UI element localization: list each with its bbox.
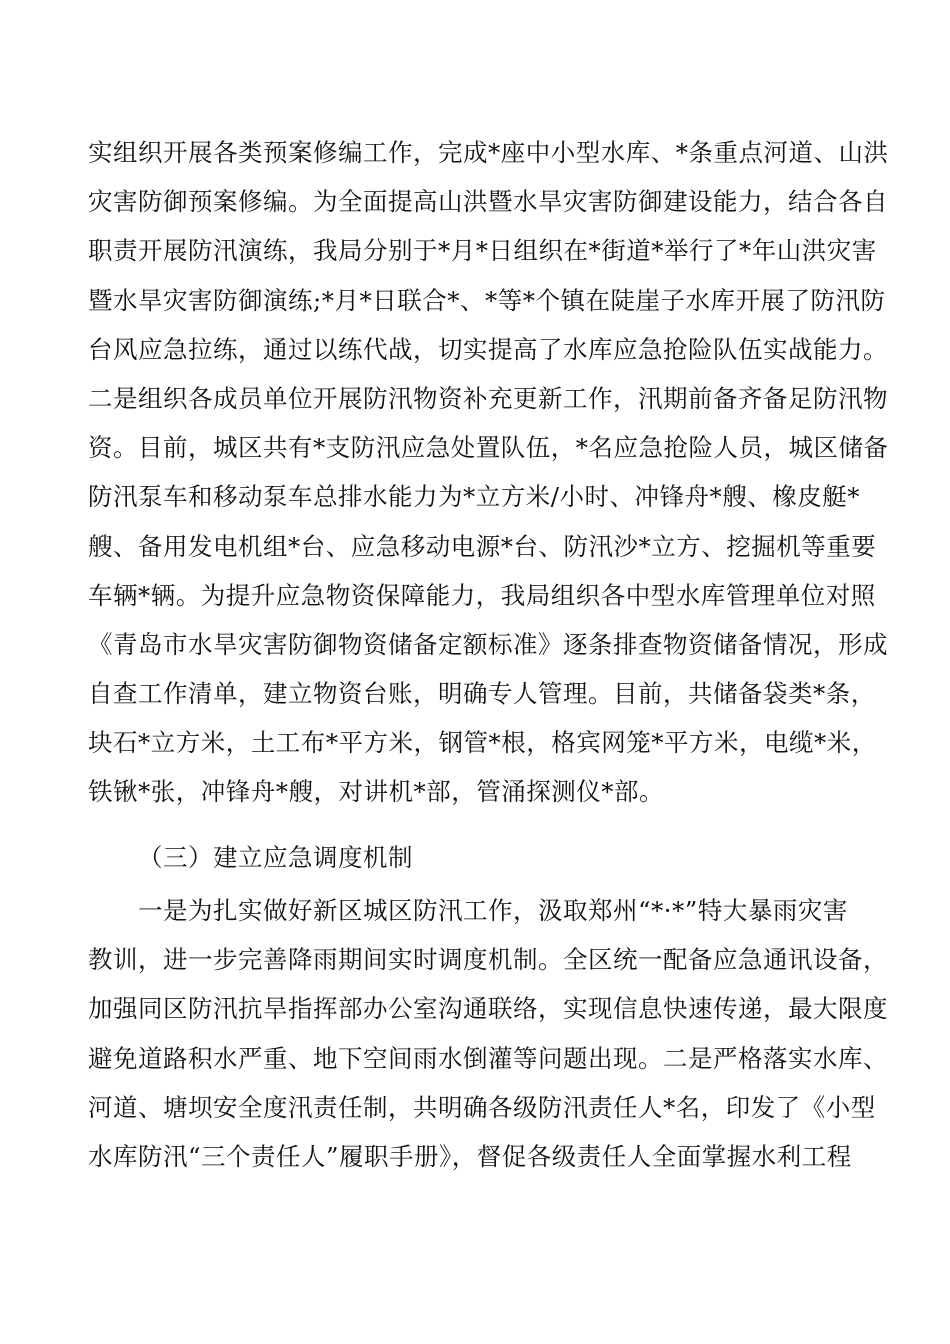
text-line: 暨水旱灾害防御演练;*月*日联合*、*等*个镇在陡崖子水库开展了防汛防 (88, 285, 886, 315)
text-line: 二是组织各成员单位开展防汛物资补充更新工作，汛期前备齐备足防汛物 (88, 383, 888, 413)
text-line: 艘、备用发电机组*台、应急移动电源*台、防汛沙*立方、挖掘机等重要 (88, 531, 877, 561)
paragraph-materials-and-drills (88, 128, 889, 817)
text-line: 水库防汛“三个责任人”履职手册》，督促各级责任人全面掌握水利工程 (88, 1141, 852, 1171)
text-line: 防汛泵车和移动泵车总排水能力为*立方米/小时、冲锋舟*艘、橡皮艇* (88, 482, 861, 512)
text-line: 河道、塘坝安全度汛责任制，共明确各级防汛责任人*名，印发了《小型 (88, 1092, 876, 1122)
text-line: 职责开展防汛演练，我局分别于*月*日组织在*街道*举行了*年山洪灾害 (88, 236, 877, 266)
text-line: 教训，进一步完善降雨期间实时调度机制。全区统一配备应急通讯设备， (88, 945, 888, 975)
text-line: 灾害防御预案修编。为全面提高山洪暨水旱灾害防御建设能力，结合各自 (88, 187, 888, 217)
text-line: 车辆*辆。为提升应急物资保障能力，我局组织各中型水库管理单位对照 (88, 580, 876, 610)
text-line: 自查工作清单，建立物资台账，明确专人管理。目前，共储备袋类*条， (88, 679, 876, 709)
text-line: 避免道路积水严重、地下空间雨水倒灌等问题出现。二是严格落实水库、 (88, 1043, 888, 1073)
text-line: 铁锹*张，冲锋舟*艘，对讲机*部，管涌探测仪*部。 (88, 777, 664, 807)
text-line: 加强同区防汛抗旱指挥部办公室沟通联络，实现信息快速传递，最大限度 (88, 994, 888, 1024)
paragraph-dispatch-mechanism (88, 886, 888, 1181)
text-line: 一是为扎实做好新区城区防汛工作，汲取郑州“*·*”特大暴雨灾害 (138, 896, 848, 925)
section-heading: （三）建立应急调度机制 (138, 843, 413, 872)
text-line: 《青岛市水旱灾害防御物资储备定额标准》逐条排查物资储备情况，形成 (88, 629, 888, 659)
text-line: 实组织开展各类预案修编工作，完成*座中小型水库、*条重点河道、山洪 (88, 138, 889, 167)
text-line: 台风应急拉练，通过以练代战，切实提高了水库应急抢险队伍实战能力。 (88, 334, 888, 364)
text-line: 资。目前，城区共有*支防汛应急处置队伍，*名应急抢险人员，城区储备 (88, 433, 889, 463)
text-line: 块石*立方米，土工布*平方米，钢管*根，格宾网笼*平方米，电缆*米， (88, 728, 877, 758)
